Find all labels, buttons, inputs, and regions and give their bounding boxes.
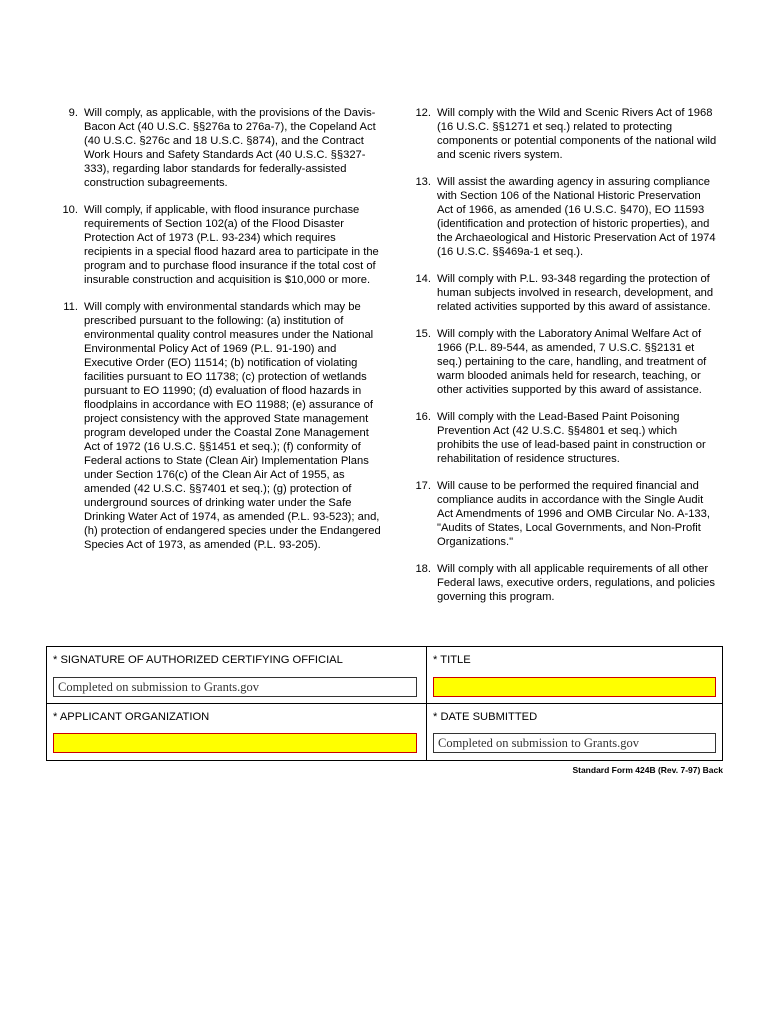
assurance-item-18	[401, 562, 717, 604]
assurance-item-11	[54, 300, 386, 552]
title-cell	[427, 647, 723, 704]
item-text: Will assist the awarding agency in assuring compliance with Section 106 of the National Historic Preservation Act of 1966, as amended (16 U.S.C. §470), EO 11593 (identification and protection of historic properties), and the Archaeological and Historic Preservation Act of 1974 (16 U.S.C. §§469a-1 et seq.).	[437, 176, 716, 258]
item-text: Will comply with the Laboratory Animal Welfare Act of 1966 (P.L. 89-544, as amended, 7 U.S.C. §§2131 et seq.) pertaining to the care, handling, and treatment of warm blooded animals held for research, teaching, or other activities supported by this award of assistance.	[437, 328, 707, 396]
assurance-item-16	[401, 410, 717, 466]
item-number: 14.	[415, 273, 431, 285]
item-text: Will comply with P.L. 93-348 regarding the protection of human subjects involved in research, development, and related activities supported by this award of assistance.	[437, 273, 714, 313]
item-number: 11.	[63, 301, 78, 313]
assurance-item-15	[401, 327, 717, 397]
item-number: 15.	[415, 328, 431, 340]
assurance-item-10	[54, 203, 386, 287]
signature-label: * SIGNATURE OF AUTHORIZED CERTIFYING OFFICIAL	[53, 654, 343, 666]
item-number: 12.	[415, 107, 431, 119]
item-number: 16.	[415, 411, 431, 423]
assurance-item-9	[54, 106, 386, 190]
item-number: 18.	[415, 563, 431, 575]
assurance-item-17	[401, 479, 717, 549]
item-text: Will comply with all applicable requirements of all other Federal laws, executive orders, regulations, and policies governing this program.	[437, 563, 715, 603]
item-text: Will comply, if applicable, with flood insurance purchase requirements of Section 102(a) of the Flood Disaster Protection Act of 1973 (P.L. 93-234) which requires recipients in a special flood hazard area to participate in the program and to purchase flood insurance if the total cost of insurable construction and acquisition is $10,000 or more.	[84, 204, 379, 286]
item-number: 9.	[68, 107, 78, 119]
item-text: Will comply, as applicable, with the provisions of the Davis-Bacon Act (40 U.S.C. §§276a to 276a-7), the Copeland Act (40 U.S.C. §276c and 18 U.S.C. §874), and the Contract Work Hours and Safety Standards Act (40 U.S.C. §§327-333), regarding labor standards for federally-assisted construction subagreements.	[84, 107, 376, 189]
date-field[interactable]: Completed on submission to Grants.gov	[433, 733, 716, 753]
signature-table	[46, 646, 723, 761]
assurance-item-12	[401, 106, 717, 162]
item-text: Will cause to be performed the required financial and compliance audits in accordance with the Single Audit Act Amendments of 1996 and OMB Circular No. A-133, "Audits of States, Local Governments, and Non-Profit Organizations."	[437, 480, 710, 548]
date-label: * DATE SUBMITTED	[433, 711, 538, 723]
organization-cell	[47, 704, 427, 761]
assurances-left-column	[54, 106, 386, 565]
form-footer: Standard Form 424B (Rev. 7-97) Back	[572, 765, 723, 775]
assurance-item-13	[401, 175, 717, 259]
title-field[interactable]	[433, 677, 716, 697]
item-text: Will comply with environmental standards which may be prescribed pursuant to the following: (a) institution of environmental quality control measures under the National Environmental Policy Act of 1969 (P.L. 91-190) and Executive Order (EO) 11514; (b) notification of violating facilities pursuant to EO 11738; (c) protection of wetlands pursuant to EO 11990; (d) evaluation of flood hazards in floodplains in accordance with EO 11988; (e) assurance of project consistency with the approved State management program developed under the Coastal Zone Management Act of 1972 (16 U.S.C. §§1451 et seq.); (f) conformity of Federal actions to State (Clean Air) Implementation Plans under Section 176(c) of the Clean Air Act of 1955, as amended (42 U.S.C. §§7401 et seq.); (g) protection of underground sources of drinking water under the Safe Drinking Water Act of 1974, as amended (P.L. 93-523); and, (h) protection of endangered species under the Endangered Species Act of 1973, as amended (P.L. 93-205).	[84, 301, 381, 551]
assurances-right-column	[401, 106, 717, 617]
organization-label: * APPLICANT ORGANIZATION	[53, 711, 210, 723]
item-number: 17.	[415, 480, 431, 492]
assurance-item-14	[401, 272, 717, 314]
signature-cell	[47, 647, 427, 704]
organization-field[interactable]	[53, 733, 417, 753]
item-text: Will comply with the Wild and Scenic Rivers Act of 1968 (16 U.S.C. §§1271 et seq.) related to protecting components or potential components of the national wild and scenic rivers system.	[437, 107, 717, 161]
signature-field[interactable]: Completed on submission to Grants.gov	[53, 677, 417, 697]
title-label: * TITLE	[433, 654, 471, 666]
item-number: 13.	[415, 176, 431, 188]
item-text: Will comply with the Lead-Based Paint Poisoning Prevention Act (42 U.S.C. §§4801 et seq.) which prohibits the use of lead-based paint in construction or rehabilitation of residence structures.	[437, 411, 706, 465]
date-cell	[427, 704, 723, 761]
item-number: 10.	[62, 204, 78, 216]
